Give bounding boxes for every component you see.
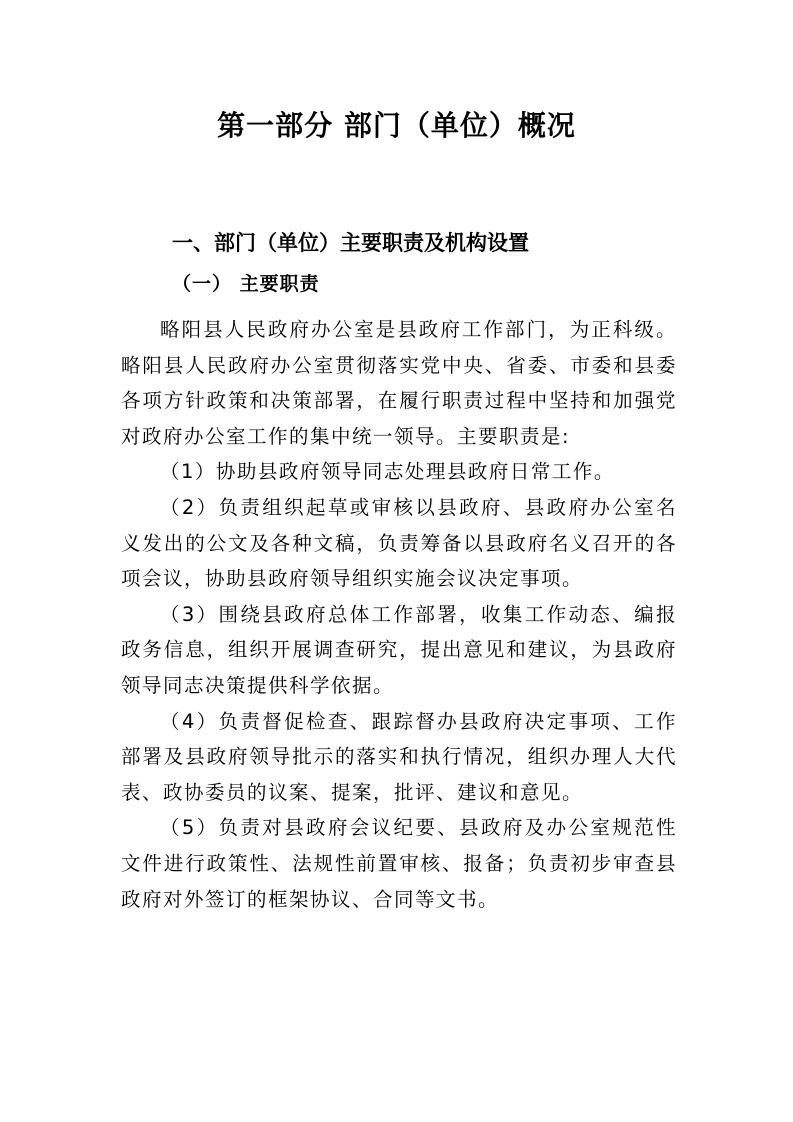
duty-item-5: （5）负责对县政府会议纪要、县政府及办公室规范性文件进行政策性、法规性前置审核、报备；负责初步审查县政府对外签订的框架协议、合同等文书。 <box>121 816 677 911</box>
duty-item-1: （1）协助县政府领导同志处理县政府日常工作。 <box>160 460 615 484</box>
duty-item-3: （3）围绕县政府总体工作部署，收集工作动态、编报政务信息，组织开展调查研究，提出意见和建议，为县政府领导同志决策提供科学依据。 <box>121 602 677 697</box>
section-heading: 一、部门（单位）主要职责及机构设置 <box>172 231 529 255</box>
duty-item-2: （2）负责组织起草或审核以县政府、县政府办公室名义发出的公文及各种文稿，负责筹备以县政府名义召开的各项会议，协助县政府领导组织实施会议决定事项。 <box>121 495 677 591</box>
body-text <box>121 312 677 917</box>
subsection-heading: （一） 主要职责 <box>172 273 320 295</box>
paragraph-intro: 略阳县人民政府办公室是县政府工作部门，为正科级。略阳县人民政府办公室贯彻落实党中央、省委、市委和县委各项方针政策和决策部署，在履行职责过程中坚持和加强党对政府办公室工作的集中统一领导。主要职责是: <box>121 318 677 448</box>
duty-item-4: （4）负责督促检查、跟踪督办县政府决定事项、工作部署及县政府领导批示的落实和执行情况，组织办理人大代表、政协委员的议案、提案，批评、建议和意见。 <box>121 709 677 804</box>
page-title: 第一部分 部门（单位）概况 <box>217 109 576 142</box>
